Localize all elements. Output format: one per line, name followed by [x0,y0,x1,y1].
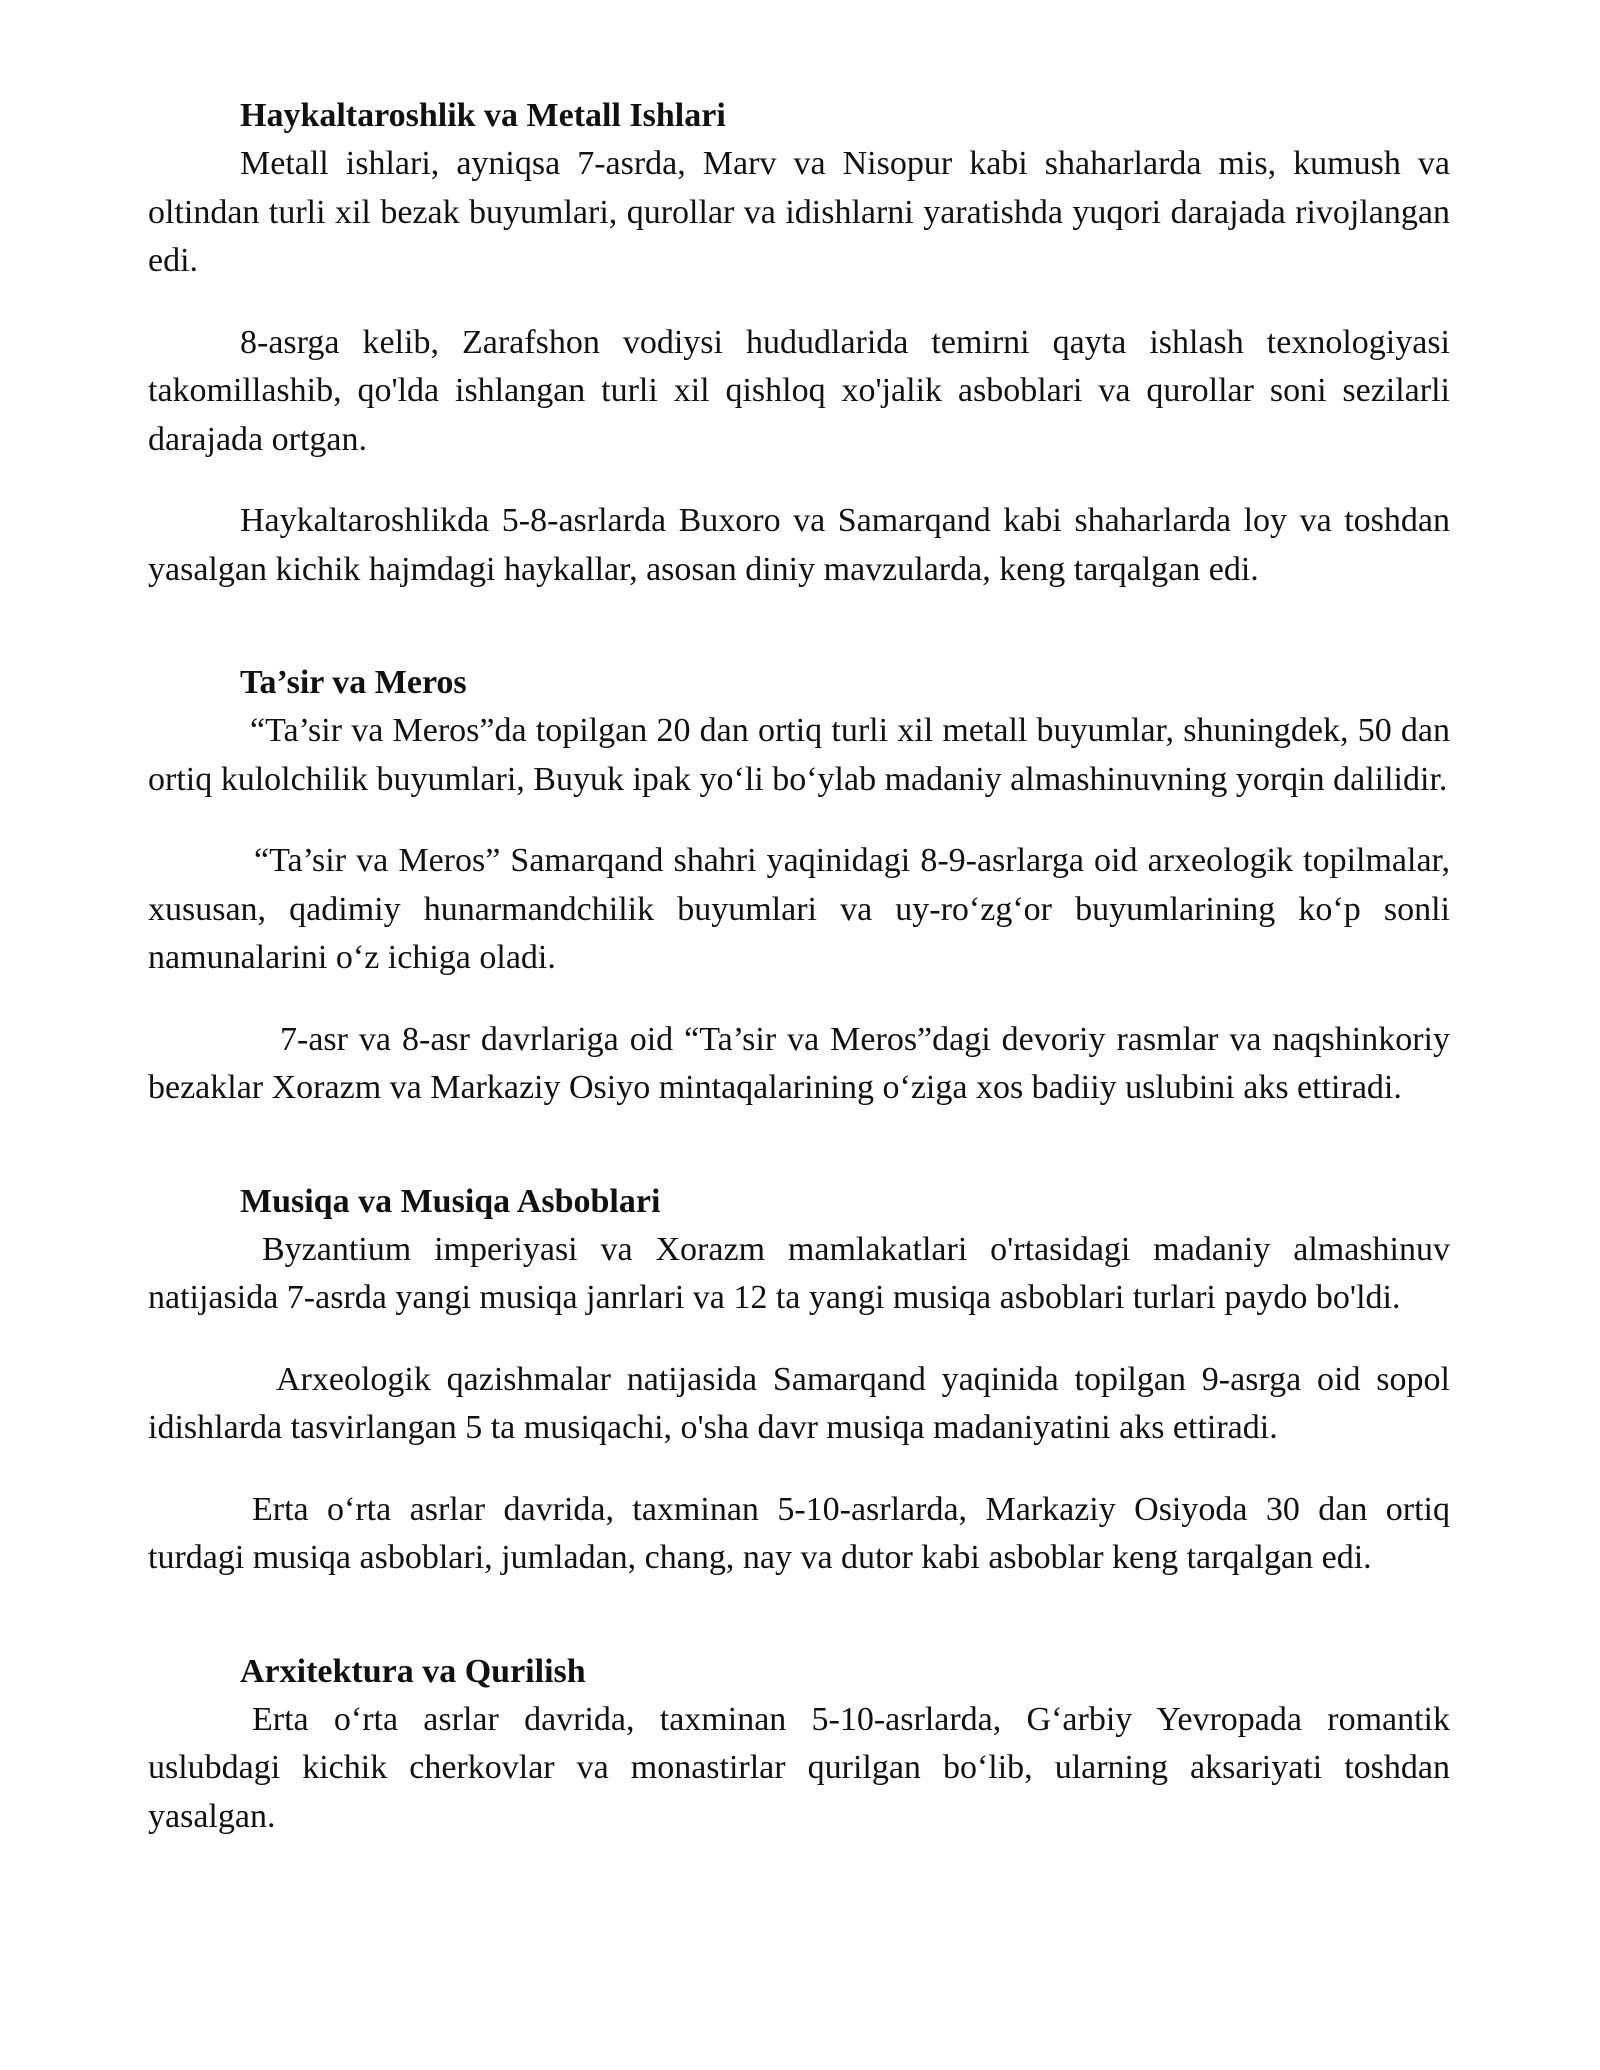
section-heading: Haykaltaroshlik va Metall Ishlari [240,97,726,134]
section-heading: Arxitektura va Qurilish [240,1652,586,1690]
paragraph: “Ta’sir va Meros” Samarqand shahri yaqinidagi 8-9-asrlarga oid arxeologik topilmalar, xususan, qadimiy hunarmandchilik buyumlari va uy-ro‘zg‘or buyumlarining ko‘p sonli namunalarini o‘z ichiga oladi. [148,842,1450,976]
section-metalwork [148,92,1450,594]
paragraph: Erta o‘rta asrlar davrida, taxminan 5-10-asrlarda, Markaziy Osiyoda 30 dan ortiq turdagi musiqa asboblari, jumladan, chang, nay va dutor kabi asboblar keng tarqalgan edi. [148,1490,1450,1576]
paragraph: Byzantium imperiyasi va Xorazm mamlakatlari o'rtasidagi madaniy almashinuv natijasida 7-asrda yangi musiqa janrlari va 12 ta yangi musiqa asboblari turlari paydo bo'ldi. [148,1230,1450,1316]
paragraph: “Ta’sir va Meros”da topilgan 20 dan ortiq turli xil metall buyumlar, shuningdek, 50 dan ortiq kulolchilik buyumlari, Buyuk ipak yo‘li bo‘ylab madaniy almashinuvning yorqin dalilidir. [148,712,1450,798]
paragraph: Metall ishlari, ayniqsa 7-asrda, Marv va Nisopur kabi shaharlarda mis, kumush va oltindan turli xil bezak buyumlari, qurollar va idishlarni yaratishda yuqori darajada rivojlangan edi. [148,145,1450,279]
paragraph: 8-asrga kelib, Zarafshon vodiysi hududlarida temirni qayta ishlash texnologiyasi takomillashib, qo'lda ishlangan turli xil qishloq xo'jalik asboblari va qurollar soni sezilarli darajada ortgan. [148,323,1450,458]
section-architecture [148,1648,1450,1842]
paragraph: Erta o‘rta asrlar davrida, taxminan 5-10-asrlarda, G‘arbiy Yevropada romantik uslubdagi kichik cherkovlar va monastirlar qurilgan bo‘lib, ularning aksariyati toshdan yasalgan. [148,1700,1450,1835]
paragraph: 7-asr va 8-asr davrlariga oid “Ta’sir va Meros”dagi devoriy rasmlar va naqshinkoriy bezaklar Xorazm va Markaziy Osiyo mintaqalarining o‘ziga xos badiiy uslubini aks ettiradi. [148,1020,1450,1106]
document-page [148,92,1450,1841]
section-influence-heritage [148,659,1450,1113]
section-music [148,1178,1450,1583]
section-heading: Ta’sir va Meros [240,664,467,701]
section-heading: Musiqa va Musiqa Asboblari [240,1182,661,1220]
paragraph: Haykaltaroshlikda 5-8-asrlarda Buxoro va Samarqand kabi shaharlarda loy va toshdan yasalgan kichik hajmdagi haykallar, asosan diniy mavzularda, keng tarqalgan edi. [148,502,1450,588]
paragraph: Arxeologik qazishmalar natijasida Samarqand yaqinida topilgan 9-asrga oid sopol idishlarda tasvirlangan 5 ta musiqachi, o'sha davr musiqa madaniyatini aks ettiradi. [148,1360,1450,1446]
